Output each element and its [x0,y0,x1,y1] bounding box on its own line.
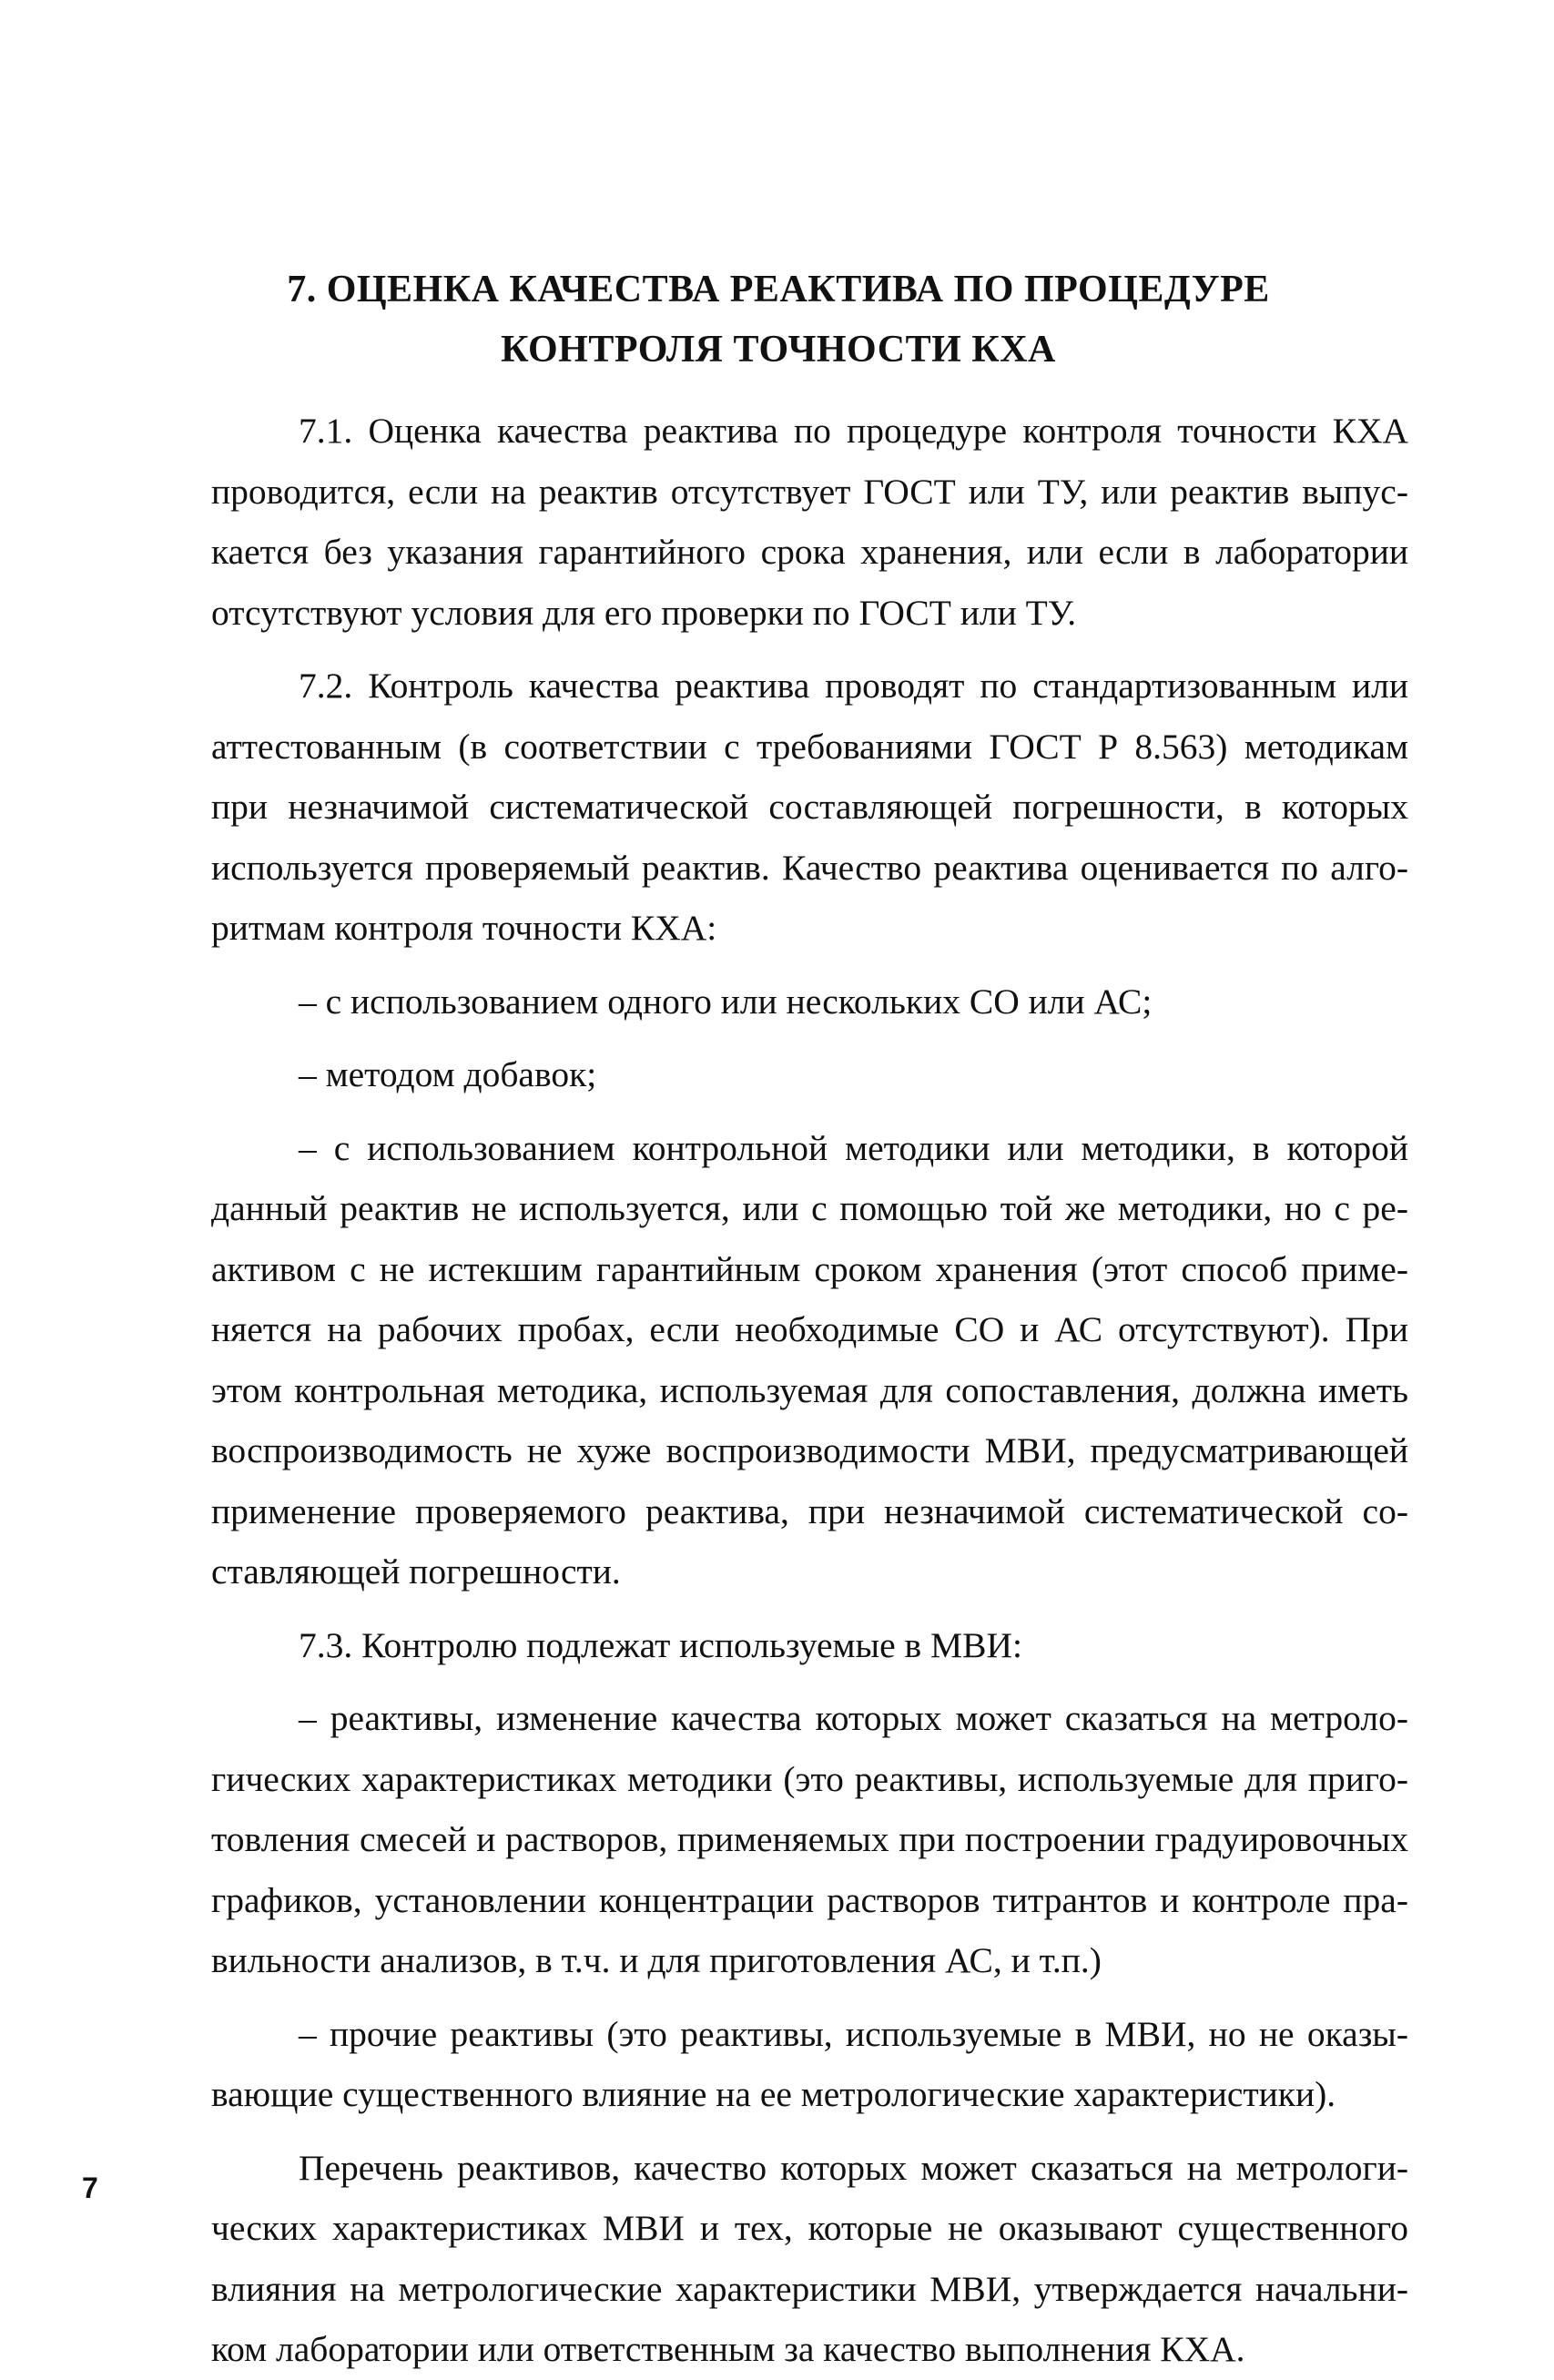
paragraph-reagent-list-approval: Перечень реактивов, качество которых может сказаться на метрологических характеристиках МВИ и тех, которые не оказывают существенного влияния на метрологические характеристики МВИ, утверждается начальником лаборатории или ответственным за качество выполнения КХА. [211,2147,1408,2369]
list-item-control-method: – с использованием контрольной методики или методики, в которой данный реактив не используется, или с помощью той же методики, но с реактивом с не истекшим гарантийным сроком хранения (этот способ применяется на рабочих пробах, если необходимые СО и АС отсутствуют). При этом контрольная методика, используемая для сопоставления, должна иметь воспроизводимость не хуже воспроизводимости МВИ, предусматривающей применение проверяемого реактива, при незначимой систематической составляющей погрешности. [211,1127,1408,1592]
heading-line-2: КОНТРОЛЯ ТОЧНОСТИ КХА [501,329,1056,371]
list-item-reference-materials: – с использованием одного или нескольких СО или АС; [299,981,1153,1022]
section-heading [209,259,1347,380]
heading-line-1: 7. ОЦЕНКА КАЧЕСТВА РЕАКТИВА ПО ПРОЦЕДУРЕ [287,269,1270,310]
list-item-additions-method: – методом добавок; [299,1054,597,1094]
list-item-other-reagents: – прочие реактивы (это реактивы, используемые в МВИ, но не оказывающие существенного влияние на ее метрологические характеристики). [211,2013,1408,2114]
paragraph-7-3: 7.3. Контролю подлежат используемые в МВИ: [299,1624,1022,1665]
paragraph-7-2: 7.2. Контроль качества реактива проводят по стандартизованным или аттестованным (в соответствии с требованиями ГОСТ Р 8.563) методикам при незначимой систематической составляющей погрешности, в которых используется проверяемый реактив. Качество реактива оценивается по алгоритмам контроля точности КХА: [211,666,1408,948]
list-item-metrological-reagents: – реактивы, изменение качества которых может сказаться на метрологических характеристиках методики (это реактивы, используемые для приготовления смесей и растворов, применяемых при построении градуировочных графиков, установлении концентрации растворов титрантов и контроле правильности анализов, в т.ч. и для приготовления АС, и т.п.) [211,1698,1408,1980]
paragraph-7-1: 7.1. Оценка качества реактива по процедуре контроля точности КХА проводится, если на реактив отсутствует ГОСТ или ТУ, или реактив выпускается без указания гарантийного срока хранения, или если в лаборатории отсутствуют условия для его проверки по ГОСТ или ТУ. [211,411,1408,633]
page-number: 7 [82,2171,98,2204]
section-body [211,401,1408,2380]
